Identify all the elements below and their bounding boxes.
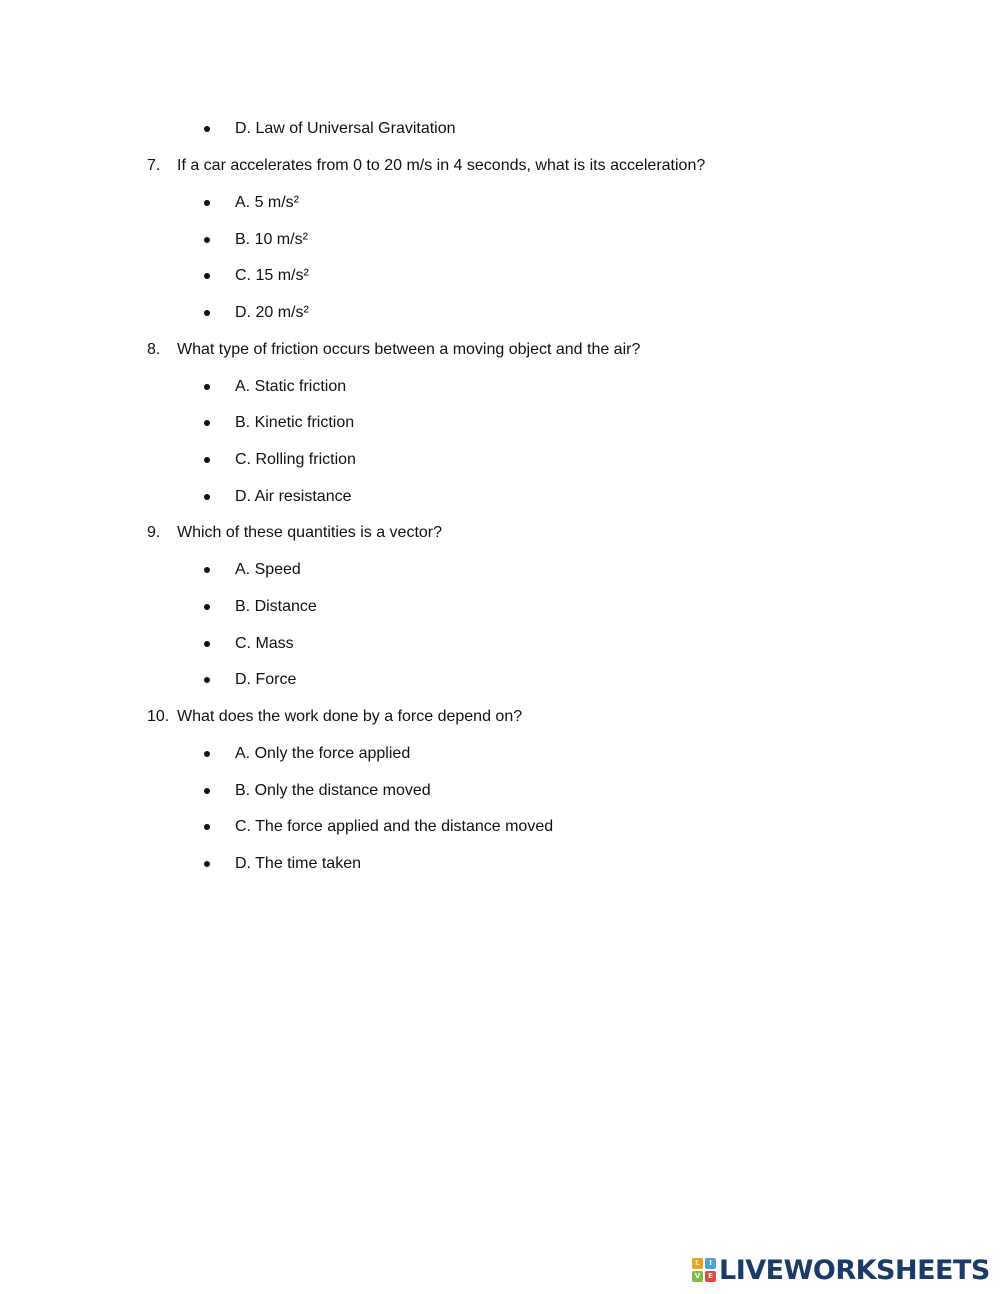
logo-mark-tile: V (692, 1271, 703, 1282)
question-number: 10. (147, 708, 170, 725)
logo-mark-tile: E (705, 1271, 716, 1282)
option-text: C. Mass (235, 635, 294, 652)
logo-mark-icon (692, 1258, 716, 1282)
bullet-icon (204, 384, 210, 390)
bullet-icon (204, 788, 210, 794)
option-text: C. 15 m/s² (235, 267, 309, 284)
option-text: A. Speed (235, 561, 301, 578)
liveworksheets-logo (692, 1254, 990, 1286)
bullet-icon (204, 824, 210, 830)
question-number: 9. (147, 524, 161, 541)
bullet-icon (204, 604, 210, 610)
bullet-icon (204, 420, 210, 426)
bullet-icon (204, 457, 210, 463)
option-text: C. The force applied and the distance moved (235, 818, 554, 835)
question-text: Which of these quantities is a vector? (177, 524, 443, 541)
bullet-icon (204, 677, 210, 683)
bullet-icon (204, 494, 210, 500)
bullet-icon (204, 237, 210, 243)
option-text: D. Air resistance (235, 488, 352, 505)
question-number: 7. (147, 157, 161, 174)
option-text: D. The time taken (235, 855, 361, 872)
logo-mark-tile: L (692, 1258, 703, 1269)
question-number: 8. (147, 341, 161, 358)
option-text: B. Distance (235, 598, 317, 615)
bullet-icon (204, 751, 210, 757)
question-text: What type of friction occurs between a moving object and the air? (177, 341, 641, 358)
option-text: B. Only the distance moved (235, 782, 431, 799)
bullet-icon (204, 310, 210, 316)
option-text: B. 10 m/s² (235, 231, 308, 248)
bullet-icon (204, 567, 210, 573)
bullet-icon (204, 641, 210, 647)
bullet-icon (204, 273, 210, 279)
logo-mark-tile: I (705, 1258, 716, 1269)
logo-text: LIVEWORKSHEETS (719, 1254, 990, 1286)
option-text: A. 5 m/s² (235, 194, 300, 211)
option-text: A. Only the force applied (235, 745, 411, 762)
question-text: What does the work done by a force depend on? (177, 708, 523, 725)
option-text: A. Static friction (235, 378, 347, 395)
option-text: B. Kinetic friction (235, 414, 355, 431)
option-text: C. Rolling friction (235, 451, 356, 468)
question-text: If a car accelerates from 0 to 20 m/s in 4 seconds, what is its acceleration? (177, 157, 706, 174)
bullet-icon (204, 200, 210, 206)
option-text: D. Force (235, 671, 297, 688)
bullet-icon (204, 861, 210, 867)
option-text: D. Law of Universal Gravitation (235, 120, 456, 137)
option-text: D. 20 m/s² (235, 304, 309, 321)
bullet-icon (204, 126, 210, 132)
